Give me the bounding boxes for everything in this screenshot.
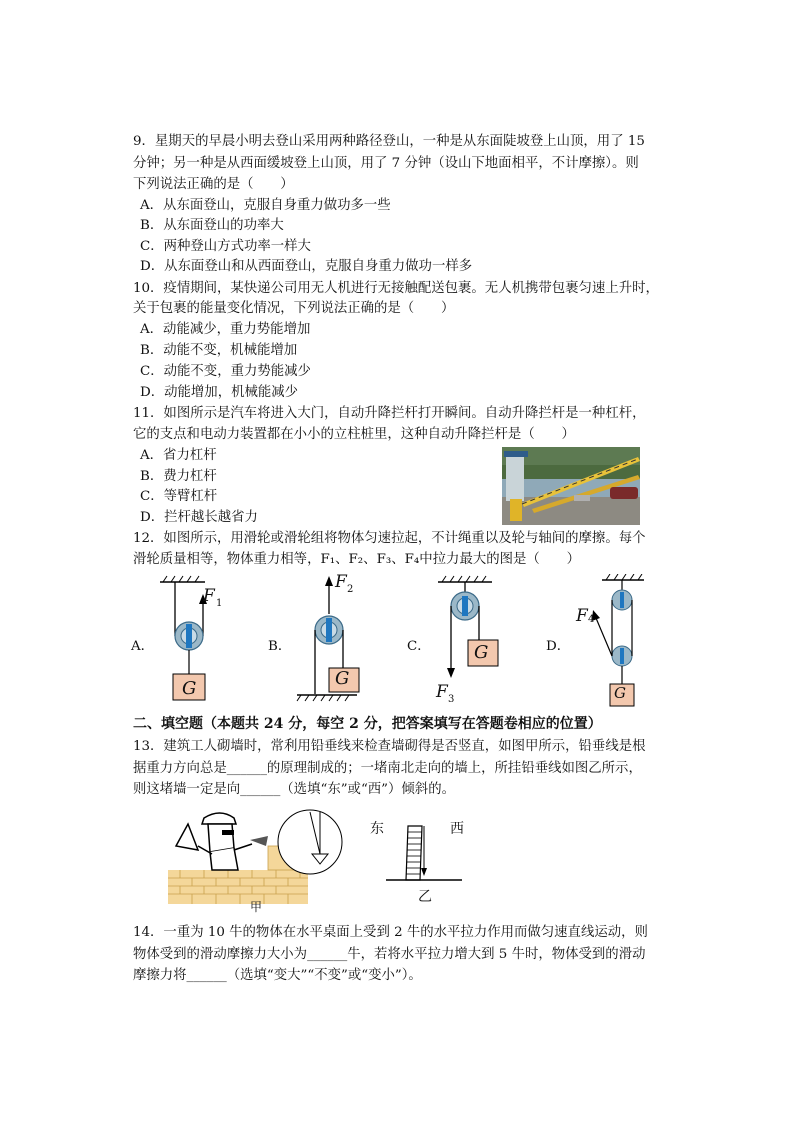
figure-label-yi: 乙 bbox=[418, 889, 432, 905]
q9-option-a: A．从东面登山，克服自身重力做功多一些 bbox=[140, 198, 391, 213]
weight-label-c: G bbox=[474, 642, 489, 663]
force-label-f1: F bbox=[203, 586, 215, 606]
q12-line-2: 滑轮质量相等，物体重力相等，F₁、F₂、F₃、F₄中拉力最大的图是（ ） bbox=[133, 552, 580, 567]
q11-option-b: B．费力杠杆 bbox=[140, 469, 217, 484]
figure-jia-worker-wall bbox=[168, 806, 356, 908]
q10-option-b: B．动能不变，机械能增加 bbox=[140, 343, 298, 358]
q9-option-d: D．从东面登山和从西面登山，克服自身重力做功一样多 bbox=[140, 259, 473, 274]
force-label-f3: F bbox=[436, 682, 448, 702]
section-heading-fill-in: 二、填空题（本题共 24 分，每空 2 分，把答案填写在答题卷相应的位置） bbox=[133, 716, 602, 732]
q12-line-1: 12．如图所示，用滑轮或滑轮组将物体匀速拉起，不计绳重以及轮与轴间的摩擦。每个 bbox=[133, 531, 646, 546]
q14-line-1: 14．一重为 10 牛的物体在水平桌面上受到 2 牛的水平拉力作用而做匀速直线运动，则 bbox=[133, 925, 648, 940]
figure-label-jia: 甲 bbox=[250, 900, 263, 914]
q14-line-3: 摩擦力将______（选填“变大”“不变”或“变小”）。 bbox=[133, 968, 422, 983]
weight-label-a: G bbox=[182, 678, 197, 699]
q9-option-c: C．两种登山方式功率一样大 bbox=[140, 239, 311, 254]
q10-option-d: D．动能增加，机械能减少 bbox=[140, 385, 299, 400]
force-label-f2: F bbox=[335, 572, 347, 592]
q10-option-a: A．动能减少，重力势能增加 bbox=[140, 322, 311, 337]
q11-option-d: D．拦杆越长越省力 bbox=[140, 510, 258, 525]
q12-option-d-label: D． bbox=[546, 639, 571, 654]
q11-option-a: A．省力杠杆 bbox=[140, 448, 217, 463]
q10-line-2: 关于包裹的能量变化情况，下列说法正确的是（ ） bbox=[133, 301, 455, 316]
q12-option-a-label: A． bbox=[131, 639, 155, 654]
q11-option-c: C．等臂杠杆 bbox=[140, 489, 218, 504]
q9-option-b: B．从东面登山的功率大 bbox=[140, 218, 284, 233]
barrier-gate-photo bbox=[502, 447, 640, 525]
q9-line-2: 分钟；另一种是从西面缓坡登上山顶，用了 7 分钟（设山下地面相平，不计摩擦）。则 bbox=[133, 156, 639, 171]
figure-label-east: 东 bbox=[370, 821, 384, 837]
force-label-f4-sub: 4 bbox=[588, 614, 595, 625]
q9-line-3: 下列说法正确的是（ ） bbox=[133, 177, 294, 192]
force-label-f1-sub: 1 bbox=[216, 598, 223, 609]
figure-label-west: 西 bbox=[450, 821, 464, 837]
weight-label-d: G bbox=[614, 684, 626, 702]
q11-line-2: 它的支点和电动力装置都在小小的立柱桩里，这种自动升降拦杆是（ ） bbox=[133, 427, 575, 442]
q12-option-b-label: B． bbox=[268, 639, 292, 654]
weight-label-b: G bbox=[335, 668, 350, 689]
q11-line-1: 11．如图所示是汽车将进入大门，自动升降拦杆打开瞬间。自动升降拦杆是一种杠杆， bbox=[133, 406, 646, 421]
force-label-f4: F bbox=[576, 606, 588, 626]
q10-option-c: C．动能不变，重力势能减少 bbox=[140, 364, 311, 379]
q13-line-3: 则这堵墙一定是向______（选填“东”或“西”）倾斜的。 bbox=[133, 782, 455, 797]
q9-line-1: 9．星期天的早晨小明去登山采用两种路径登山，一种是从东面陡坡登上山顶，用了 15 bbox=[133, 134, 645, 149]
force-label-f2-sub: 2 bbox=[347, 584, 354, 595]
q10-line-1: 10．疫情期间，某快递公司用无人机进行无接触配送包裹。无人机携带包裹匀速上升时， bbox=[133, 281, 659, 296]
q13-line-1: 13．建筑工人砌墙时，常利用铅垂线来检查墙砌得是否竖直，如图甲所示，铅垂线是根 bbox=[133, 739, 646, 754]
q13-line-2: 据重力方向总是______的原理制成的；一堵南北走向的墙上，所挂铅垂线如图乙所示， bbox=[133, 761, 642, 776]
q14-line-2: 物体受到的滑动摩擦力大小为______牛，若将水平拉力增大到 5 牛时，物体受到的滑动 bbox=[133, 947, 646, 962]
force-label-f3-sub: 3 bbox=[448, 694, 455, 705]
q12-option-c-label: C． bbox=[407, 639, 431, 654]
